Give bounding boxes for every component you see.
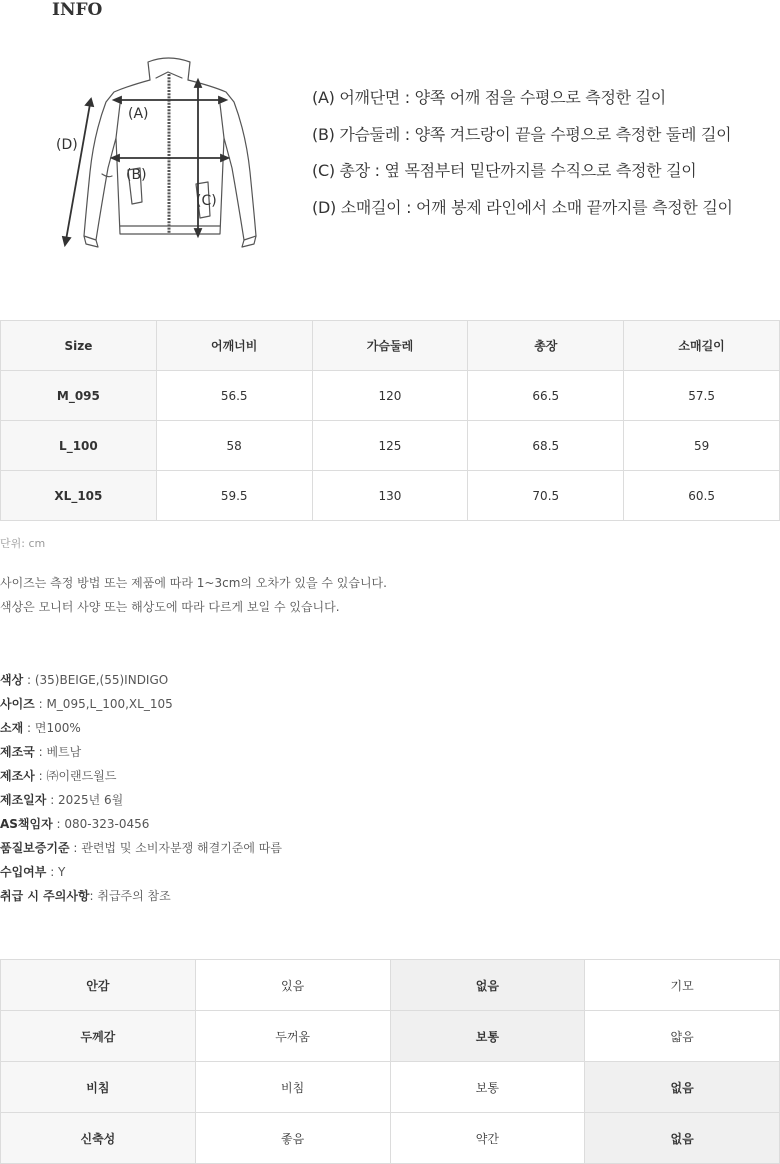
info-title: INFO xyxy=(52,0,103,20)
spec-separator: : xyxy=(89,889,98,903)
table-cell: 60.5 xyxy=(624,471,780,521)
size-table-header: Size xyxy=(1,321,157,371)
spec-label: 제조사 xyxy=(0,769,35,783)
spec-separator: : xyxy=(46,793,59,807)
table-cell: 68.5 xyxy=(468,421,624,471)
product-specs xyxy=(0,672,282,912)
size-name-cell: XL_105 xyxy=(1,471,157,521)
spec-value: 080-323-0456 xyxy=(64,817,150,831)
label-b: (B) xyxy=(126,167,147,183)
spec-separator: : xyxy=(23,673,35,687)
feel-label-cell: 비침 xyxy=(1,1062,196,1113)
feel-option-cell: 기모 xyxy=(585,960,780,1011)
spec-row xyxy=(0,792,282,816)
spec-value: 취급주의 참조 xyxy=(97,889,171,903)
size-table-header: 총장 xyxy=(468,321,624,371)
spec-value: 관련법 및 소비자분쟁 해결기준에 따름 xyxy=(81,841,282,855)
size-table-header: 어깨너비 xyxy=(156,321,312,371)
table-row xyxy=(1,421,780,471)
spec-separator: : xyxy=(69,841,82,855)
label-d: (D) xyxy=(56,137,78,153)
spec-row xyxy=(0,864,282,888)
table-cell: 66.5 xyxy=(468,371,624,421)
spec-row xyxy=(0,696,282,720)
feel-option-cell: 없음 xyxy=(390,960,585,1011)
feel-option-cell: 얇음 xyxy=(585,1011,780,1062)
spec-label: 품질보증기준 xyxy=(0,841,70,855)
table-row xyxy=(1,1062,780,1113)
notice-line: 색상은 모니터 사양 또는 해상도에 따라 다르게 보일 수 있습니다. xyxy=(0,600,340,614)
table-row xyxy=(1,960,780,1011)
table-row xyxy=(1,371,780,421)
table-cell: 130 xyxy=(312,471,468,521)
table-cell: 70.5 xyxy=(468,471,624,521)
feel-option-cell: 약간 xyxy=(390,1113,585,1164)
spec-label: AS책임자 xyxy=(0,817,53,831)
table-cell: 57.5 xyxy=(624,371,780,421)
label-a: (A) xyxy=(128,106,149,122)
feel-option-cell: 있음 xyxy=(195,960,390,1011)
spec-label: 색상 xyxy=(0,673,24,687)
size-name-cell: M_095 xyxy=(1,371,157,421)
size-table-header: 가슴둘레 xyxy=(312,321,468,371)
feel-label-cell: 안감 xyxy=(1,960,196,1011)
spec-label: 소재 xyxy=(0,721,24,735)
table-row xyxy=(1,1011,780,1062)
size-notice xyxy=(0,574,387,622)
table-cell: 58 xyxy=(156,421,312,471)
spec-value: 면100% xyxy=(34,721,81,735)
table-row xyxy=(1,1113,780,1164)
feel-label-cell: 신축성 xyxy=(1,1113,196,1164)
notice-line: 사이즈는 측정 방법 또는 제품에 따라 1~3cm의 오차가 있을 수 있습니다. xyxy=(0,576,387,590)
spec-label: 사이즈 xyxy=(0,697,35,711)
feel-option-cell: 없음 xyxy=(585,1113,780,1164)
table-cell: 56.5 xyxy=(156,371,312,421)
spec-value: M_095,L_100,XL_105 xyxy=(46,697,173,711)
jacket-measurement-diagram xyxy=(50,52,280,257)
feel-option-cell: 보통 xyxy=(390,1011,585,1062)
feel-option-cell: 보통 xyxy=(390,1062,585,1113)
legend-item: (D) 소매길이 : 어깨 봉제 라인에서 소매 끝까지를 측정한 길이 xyxy=(312,197,733,217)
spec-label: 제조일자 xyxy=(0,793,47,807)
feel-label-cell: 두께감 xyxy=(1,1011,196,1062)
feel-option-cell: 좋음 xyxy=(195,1113,390,1164)
table-cell: 120 xyxy=(312,371,468,421)
spec-row xyxy=(0,768,282,792)
fabric-feel-table xyxy=(0,959,780,1164)
spec-separator: : xyxy=(23,721,35,735)
label-c: (C) xyxy=(196,193,217,209)
spec-separator: : xyxy=(34,745,47,759)
spec-label: 취급 시 주의사항 xyxy=(0,889,90,903)
size-name-cell: L_100 xyxy=(1,421,157,471)
spec-separator: : xyxy=(34,769,47,783)
unit-note: 단위: cm xyxy=(0,537,46,550)
legend-item: (A) 어깨단면 : 양쪽 어깨 점을 수평으로 측정한 길이 xyxy=(312,88,666,107)
legend-item: (B) 가슴둘레 : 양쪽 겨드랑이 끝을 수평으로 측정한 둘레 길이 xyxy=(312,124,732,144)
spec-value: ㈜이랜드월드 xyxy=(46,769,117,783)
size-table-header: 소매길이 xyxy=(624,321,780,371)
size-table-header-row xyxy=(1,321,780,371)
spec-row xyxy=(0,744,282,768)
spec-value: 2025년 6월 xyxy=(58,793,124,807)
measurement-legend xyxy=(312,86,733,232)
table-cell: 59 xyxy=(624,421,780,471)
feel-option-cell: 두꺼움 xyxy=(195,1011,390,1062)
size-table xyxy=(0,320,780,521)
table-row xyxy=(1,471,780,521)
spec-label: 수입여부 xyxy=(0,865,47,879)
spec-row xyxy=(0,720,282,744)
spec-row xyxy=(0,816,282,840)
spec-row xyxy=(0,840,282,864)
spec-row xyxy=(0,888,282,912)
spec-separator: : xyxy=(46,865,59,879)
spec-value: (35)BEIGE,(55)INDIGO xyxy=(34,673,169,687)
spec-separator: : xyxy=(52,817,65,831)
spec-row xyxy=(0,672,282,696)
legend-item: (C) 총장 : 옆 목점부터 밑단까지를 수직으로 측정한 길이 xyxy=(312,161,697,180)
spec-separator: : xyxy=(34,697,47,711)
spec-label: 제조국 xyxy=(0,745,35,759)
table-cell: 125 xyxy=(312,421,468,471)
feel-option-cell: 비침 xyxy=(195,1062,390,1113)
feel-option-cell: 없음 xyxy=(585,1062,780,1113)
spec-value: 베트남 xyxy=(46,745,82,759)
spec-value: Y xyxy=(58,865,66,879)
table-cell: 59.5 xyxy=(156,471,312,521)
